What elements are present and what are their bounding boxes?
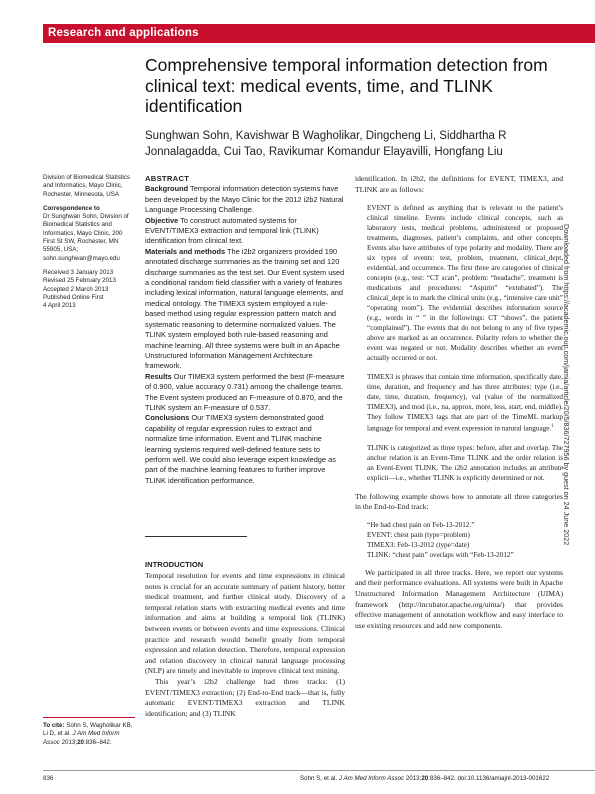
cite-year: 2013; <box>61 738 78 746</box>
abstract <box>145 174 345 486</box>
cite-box <box>43 717 135 747</box>
section-banner-label: Research and applications <box>48 27 199 39</box>
footer-volume: 20 <box>421 775 429 782</box>
background-text: Temporal information detection systems have been developed by the Mayo Clinic for the 2012 i2b2 Natural Language Processing Challenge. <box>145 184 344 215</box>
footer-year: 2013; <box>405 775 422 782</box>
results-label: Results <box>145 371 172 381</box>
timex-definition <box>367 372 563 433</box>
intro-paragraph-1: Temporal resolution for events and time expressions in clinical notes is crucial for an accurate summary of patient history, better medical treatment, and further clinical study. Discovery of a temporal relation starts with extracting medical events and time information and aims at building a temporal link (TLINK) between events or between events and time expressions. Clinical practice and research would benefit greatly from temporal expression and relation detection. Therefore, temporal expression and relation discovery in clinical natural language processing (NLP) are timely and inevitable to improve clinical text mining. <box>145 571 345 676</box>
cite-pages: :836–842. <box>83 738 112 746</box>
cite-authors: Sohn S, Wagholikar KB, Li D, et al. <box>43 722 133 738</box>
published-date: 4 April 2013 <box>43 302 76 310</box>
participation-paragraph: We participated in all three tracks. Here, we report our systems and their performance evaluations. All systems were built in Apache Unstructured Information Management Architecture (UIMA) framework (http://incubator.apache.org/uima/) that provides effective management of annotation workflow and easy interface to use existing resources and add new components. <box>355 567 563 630</box>
footer-journal: J Am Med Inform Assoc <box>338 775 405 782</box>
published-label: Published Online First <box>43 293 104 301</box>
event-definition: EVENT is defined as anything that is relevant to the patient’s clinical timeline. Events include clinical concepts, such as laboratory tests, medical problems, administered or proposed treatments, diagnoses, patient’s complaints, and other concepts. Events also have attributes of type polarity and modality. There are six types of events: test, problem, treatment, clinical_dept, evidential, and occurrence. The first three are categories of clinical concepts (e.g., test: “CT scan”, problem: “headache”, treatment is medications and procedures: “Aspirin” “extubated”). The clinical_dept is to mark the clinical units (e.g., “intensive care unit” “operating room”). The evidential describes information source (e.g., words in “ ” in the followings: CT “shows”, the patient “complained”). The events that do not belong to any of five types above are marked as an occurrence. Polarity refers to whether the event was negated or not. Modality describes whether an event actually occurred or not. <box>367 204 563 363</box>
section-banner <box>43 24 595 43</box>
example-event: EVENT: chest pain (type=problem) <box>367 530 470 539</box>
cite-label: To cite: <box>43 722 65 729</box>
cite-volume: 20 <box>77 738 84 746</box>
objective-text: To construct automated systems for EVENT/TIMEX3 extraction and temporal link (TLINK) identification from clinical text. <box>145 215 319 246</box>
affiliation-sidebar <box>43 174 135 310</box>
accepted-date: Accepted 2 March 2013 <box>43 285 109 293</box>
article-title: Comprehensive temporal information detection from clinical text: medical events, time, and TLINK identification <box>145 55 548 116</box>
results-text: Our TIMEX3 system performed the best (F-measure of 0.900, value accuracy 0.731) among the challenge teams. The Event system produced an F-measure of 0.870, and the TLINK system an F-measure of 0.537. <box>145 371 345 412</box>
received-date: Received 3 January 2013 <box>43 268 114 276</box>
timex-reference: 1 <box>551 424 554 430</box>
download-notice: Downloaded from https://academic.oup.com/jamia/article/20/5/836/727956 by guest on 24 June 2022 <box>562 224 571 546</box>
example-intro: The following example shows how to annotate all three categories in the End-to-End track: <box>355 491 563 512</box>
conclusions-text: Our TIMEX3 system demonstrated good capability of regular expression rules to extract and normalize time information. Event and TLINK machine learning systems required well-defined feature sets to perform well. We could also leverage expert knowledge as part of the machine learning features to further improve TLINK identification performance. <box>145 413 336 485</box>
right-column <box>355 174 563 631</box>
cite-journal: J Am Med Inform Assoc <box>43 730 120 746</box>
page-number: 836 <box>43 775 54 782</box>
intro-paragraph-2: This year’s i2b2 challenge had three tracks: (1) EVENT/TIMEX3 extraction; (2) End-to-End track—that is, fully automatic EVENT/TIMEX3 extraction and TLINK identification; and (3) TLINK <box>145 676 345 718</box>
correspondence-text: Dr Sunghwan Sohn, Division of Biomedical Statistics and Informatics, Mayo Clinic, 200 First St SW, Rochester, MN 55905, USA; sohn.sunghwan@mayo.edu <box>43 213 129 262</box>
intro-heading: INTRODUCTION <box>145 560 204 569</box>
correspondence-heading: Correspondence to <box>43 204 100 212</box>
footer-authors: Sohn S, et al. <box>300 775 338 782</box>
footer-rule <box>43 770 595 771</box>
example-timex: TIMEX3: Feb-13-2012 (type=date) <box>367 540 470 549</box>
definitions-intro: identification. In i2b2, the definitions for EVENT, TIMEX3, and TLINK are as follows: <box>355 174 563 194</box>
footer-citation <box>300 775 549 782</box>
intro-body <box>145 571 345 719</box>
conclusions-label: Conclusions <box>145 413 190 423</box>
affiliation: Division of Biomedical Statistics and Informatics, Mayo Clinic, Rochester, Minnesota, USA <box>43 174 130 198</box>
methods-text: The i2b2 organizers provided 190 annotated discharge summaries as the training set and 120 discharge summaries as the test set. Our Event system used a conditional random field classifier with a variety of features including lexical information, natural language elements, and medical ontology. The TIMEX3 system employed a rule-based method using regular expression pattern match and systematic reasoning to determine normalized values. The TLINK system employed both rule-based reasoning and machine learning. All three systems were built in an Apache Unstructured Information Management Architecture framework. <box>145 246 345 371</box>
author-list: Sunghwan Sohn, Kavishwar B Wagholikar, Dingcheng Li, Siddhartha R Jonnalagadda, Cui Tao, Ravikumar Komandur Elayavilli, Hongfang Liu <box>145 130 507 158</box>
example-tlink: TLINK: “chest pain” overlaps with “Feb-13-2012” <box>367 550 514 559</box>
tlink-definition: TLINK is categorized as three types: before, after and overlap. The anchor relation is an Event-Time TLINK and the order relation is an Event-Event TLINK. The i2b2 annotation includes an attribute explicit—i.e., whether TLINK is explicitly determined or not. <box>367 443 563 482</box>
abstract-heading: ABSTRACT <box>145 174 190 183</box>
methods-label: Materials and methods <box>145 246 226 256</box>
timex-definition-text: TIMEX3 is phrases that contain time information, specifically date, time, duration, and frequency and has three attributes: type (i.e., date, time, duration, frequency), val (value of the normalized TIMEX3), and mod (i.e., na, approx, more, less, start, end, middle). They follow TIMEX3 tags that are part of the TimeML markup language for temporal and event expression in natural language. <box>367 373 563 433</box>
revised-date: Revised 25 February 2013 <box>43 277 116 285</box>
abstract-divider <box>145 536 247 537</box>
example-sentence: “He had chest pain on Feb-13-2012.” <box>367 520 475 529</box>
objective-label: Objective <box>145 215 179 225</box>
annotation-example <box>367 520 563 560</box>
background-label: Background <box>145 184 189 194</box>
definitions-box <box>367 203 563 482</box>
footer-doi: :836–842. doi:10.1136/amiajnl-2013-001622 <box>428 775 550 782</box>
